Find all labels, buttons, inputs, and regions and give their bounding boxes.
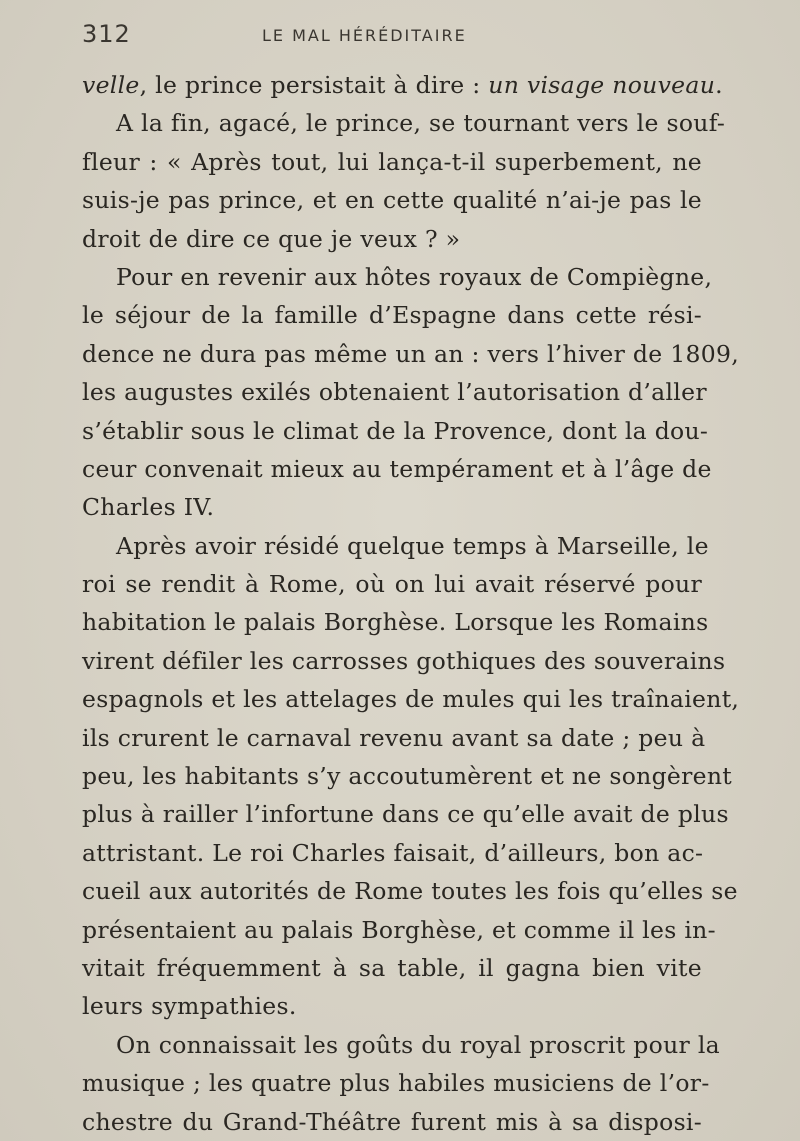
text-line: s’établir sous le climat de la Provence, dont la dou- xyxy=(82,416,709,445)
text-line: A la fin, agacé, le prince, se tournant vers le souf- xyxy=(116,109,726,138)
text-line: chestre du Grand-Théâtre furent mis à sa disposi- xyxy=(82,1107,702,1136)
italic-phrase: un visage nouveau xyxy=(488,71,716,99)
text-line: suis-je pas prince, et en cette qualité n’ai-je pas le xyxy=(82,186,702,215)
text-line: Après avoir résidé quelque temps à Marseille, le xyxy=(116,531,709,560)
text-line: On connaissait les goûts du royal proscrit pour la xyxy=(116,1030,720,1059)
text-line: plus à railler l’infortune dans ce qu’elle avait de plus xyxy=(82,800,729,829)
text-line: velle, le prince persistait à dire : un visage nouveau. xyxy=(82,71,723,99)
text-line: droit de dire ce que je veux ? » xyxy=(82,224,461,253)
text-line: Pour en revenir aux hôtes royaux de Compiègne, xyxy=(116,262,713,291)
text-line: leurs sympathies. xyxy=(82,992,297,1021)
text-line: le séjour de la famille d’Espagne dans cette rési- xyxy=(82,301,702,330)
running-title: LE MAL HÉRÉDITAIRE xyxy=(262,26,467,45)
text-line: habitation le palais Borghèse. Lorsque les Romains xyxy=(82,608,709,637)
body-text xyxy=(82,66,740,1141)
text-line: ceur convenait mieux au tempérament et à l’âge de xyxy=(82,454,712,483)
italic-word: velle xyxy=(82,71,140,99)
text-line: les augustes exilés obtenaient l’autorisation d’aller xyxy=(82,378,707,407)
text-line: cueil aux autorités de Rome toutes les fois qu’elles se xyxy=(82,877,738,906)
page-number: 312 xyxy=(82,20,131,48)
text-line: ils crurent le carnaval revenu avant sa date ; peu à xyxy=(82,723,706,752)
text-line: fleur : « Après tout, lui lança-t-il superbement, ne xyxy=(82,147,702,176)
text-line: vitait fréquemment à sa table, il gagna bien vite xyxy=(82,953,702,982)
text-line: roi se rendit à Rome, où on lui avait réservé pour xyxy=(82,570,702,599)
text-line: dence ne dura pas même un an : vers l’hiver de 1809, xyxy=(82,339,739,368)
text-line: Charles IV. xyxy=(82,493,215,522)
running-head xyxy=(82,20,732,60)
text-line: espagnols et les attelages de mules qui les traînaient, xyxy=(82,685,740,714)
text-line: peu, les habitants s’y accoutumèrent et ne songèrent xyxy=(82,762,733,791)
text-line: musique ; les quatre plus habiles musiciens de l’or- xyxy=(82,1069,710,1098)
text-line: attristant. Le roi Charles faisait, d’ailleurs, bon ac- xyxy=(82,838,704,867)
text-line: virent défiler les carrosses gothiques des souverains xyxy=(82,646,726,675)
text-line: présentaient au palais Borghèse, et comme il les in- xyxy=(82,915,716,944)
